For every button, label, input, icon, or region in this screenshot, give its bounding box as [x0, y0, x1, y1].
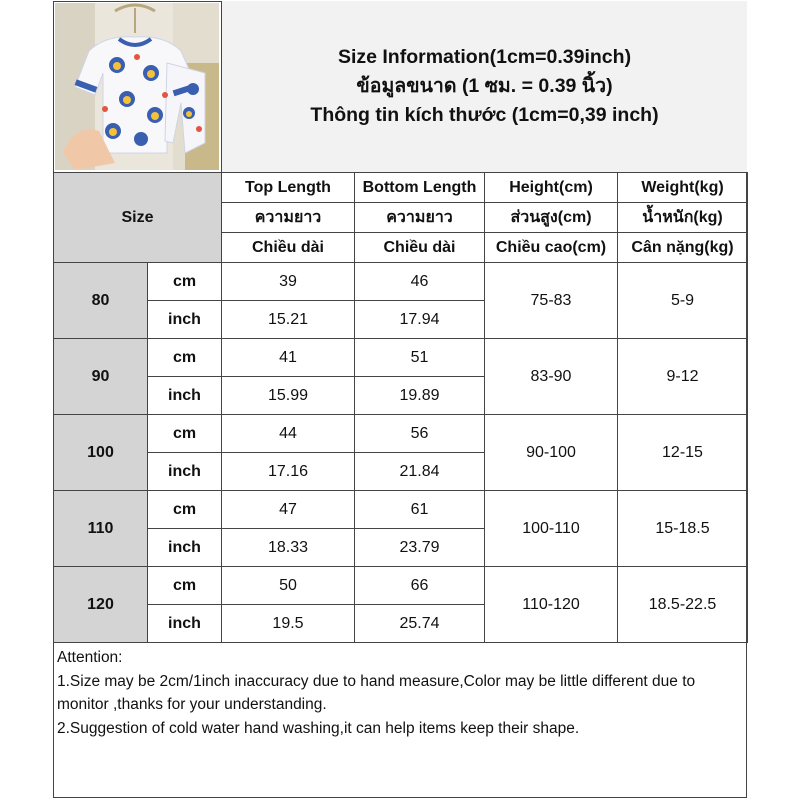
- unit-cell: cm: [148, 339, 222, 377]
- height-cell: 100-110: [485, 491, 618, 567]
- top-length-inch: 17.16: [222, 453, 355, 491]
- table-row: [54, 339, 748, 377]
- col-header-top-length-en: Top Length: [222, 173, 355, 203]
- col-header-bottom-length-th: ความยาว: [355, 203, 485, 233]
- col-header-height-en: Height(cm): [485, 173, 618, 203]
- weight-cell: 9-12: [618, 339, 748, 415]
- weight-cell: 5-9: [618, 263, 748, 339]
- attention-note-1: 1.Size may be 2cm/1inch inaccuracy due to hand measure,Color may be little different due to monitor ,thanks for your understanding.: [57, 672, 696, 713]
- bottom-length-inch: 23.79: [355, 529, 485, 567]
- size-cell: 100: [54, 415, 148, 491]
- attention-note-2: 2.Suggestion of cold water hand washing,it can help items keep their shape.: [57, 719, 580, 737]
- header-title-en: Size Information(1cm=0.39inch): [337, 46, 632, 68]
- bottom-length-inch: 25.74: [355, 605, 485, 643]
- unit-cell: cm: [148, 491, 222, 529]
- size-column-header: Size: [54, 173, 222, 263]
- header-title-vi: Thông tin kích thước (1cm=0,39 inch): [310, 104, 659, 126]
- weight-cell: 15-18.5: [618, 491, 748, 567]
- top-length-inch: 18.33: [222, 529, 355, 567]
- bottom-length-cm: 51: [355, 339, 485, 377]
- unit-cell: inch: [148, 529, 222, 567]
- size-info-header: [221, 1, 747, 173]
- table-row: [54, 491, 748, 529]
- top-length-inch: 15.99: [222, 377, 355, 415]
- size-cell: 80: [54, 263, 148, 339]
- col-header-height-vi: Chiều cao(cm): [485, 233, 618, 263]
- top-length-cm: 39: [222, 263, 355, 301]
- bottom-length-cm: 46: [355, 263, 485, 301]
- top-length-cm: 41: [222, 339, 355, 377]
- bottom-length-cm: 56: [355, 415, 485, 453]
- height-cell: 110-120: [485, 567, 618, 643]
- product-photo: [55, 3, 219, 170]
- height-cell: 75-83: [485, 263, 618, 339]
- size-cell: 120: [54, 567, 148, 643]
- top-length-cm: 50: [222, 567, 355, 605]
- col-header-weight-vi: Cân nặng(kg): [618, 233, 748, 263]
- height-cell: 90-100: [485, 415, 618, 491]
- size-cell: 110: [54, 491, 148, 567]
- header-title-th: ข้อมูลขนาด (1 ซม. = 0.39 นิ้ว): [356, 75, 613, 97]
- unit-cell: inch: [148, 605, 222, 643]
- bottom-length-inch: 17.94: [355, 301, 485, 339]
- col-header-weight-th: น้ำหนัก(kg): [618, 203, 748, 233]
- unit-cell: cm: [148, 263, 222, 301]
- bottom-length-inch: 21.84: [355, 453, 485, 491]
- bottom-length-inch: 19.89: [355, 377, 485, 415]
- height-cell: 83-90: [485, 339, 618, 415]
- top-length-inch: 15.21: [222, 301, 355, 339]
- table-row: [54, 415, 748, 453]
- bottom-length-cm: 61: [355, 491, 485, 529]
- col-header-top-length-vi: Chiều dài: [222, 233, 355, 263]
- attention-title: Attention:: [57, 649, 123, 666]
- unit-cell: inch: [148, 453, 222, 491]
- unit-cell: inch: [148, 301, 222, 339]
- top-length-cm: 47: [222, 491, 355, 529]
- size-table: [53, 172, 748, 643]
- unit-cell: cm: [148, 567, 222, 605]
- weight-cell: 12-15: [618, 415, 748, 491]
- col-header-height-th: ส่วนสูง(cm): [485, 203, 618, 233]
- col-header-weight-en: Weight(kg): [618, 173, 748, 203]
- col-header-bottom-length-en: Bottom Length: [355, 173, 485, 203]
- unit-cell: cm: [148, 415, 222, 453]
- col-header-top-length-th: ความยาว: [222, 203, 355, 233]
- col-header-bottom-length-vi: Chiều dài: [355, 233, 485, 263]
- unit-cell: inch: [148, 377, 222, 415]
- table-row: [54, 567, 748, 605]
- table-row: [54, 263, 748, 301]
- top-length-cm: 44: [222, 415, 355, 453]
- bottom-length-cm: 66: [355, 567, 485, 605]
- size-cell: 90: [54, 339, 148, 415]
- attention-notes: [57, 646, 745, 740]
- weight-cell: 18.5-22.5: [618, 567, 748, 643]
- top-length-inch: 19.5: [222, 605, 355, 643]
